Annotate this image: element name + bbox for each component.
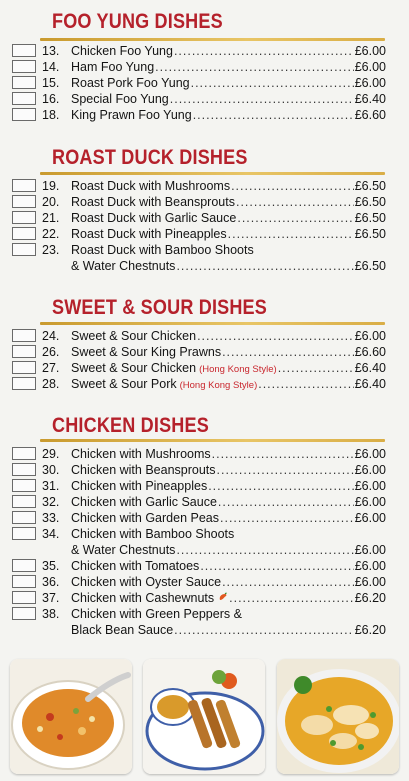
- leader-dots: [191, 75, 354, 91]
- item-price: £6.50: [354, 211, 386, 225]
- menu-item: [0, 360, 409, 376]
- leader-dots: [197, 328, 354, 344]
- order-checkbox[interactable]: [12, 447, 36, 460]
- menu-item: [0, 558, 409, 574]
- item-price: £6.00: [354, 463, 386, 477]
- item-price: £6.00: [354, 479, 386, 493]
- leader-dots: [231, 178, 354, 194]
- section-divider: [40, 322, 385, 325]
- item-number: 23.: [42, 243, 60, 257]
- leader-dots: [222, 344, 354, 360]
- item-number: 34.: [42, 527, 60, 541]
- item-name: Roast Duck with Bamboo Shoots: [71, 243, 254, 257]
- menu-item: [0, 59, 409, 75]
- item-number: 18.: [42, 108, 60, 122]
- item-number: 33.: [42, 511, 60, 525]
- menu-item: [0, 91, 409, 107]
- section-divider: [40, 38, 385, 41]
- menu-item: [0, 446, 409, 462]
- leader-dots: [218, 494, 354, 510]
- order-checkbox[interactable]: [12, 211, 36, 224]
- leader-dots: [217, 462, 354, 478]
- menu-item: [0, 344, 409, 360]
- leader-dots: [258, 376, 353, 392]
- menu-item: [0, 43, 409, 59]
- item-number: 27.: [42, 361, 60, 375]
- order-checkbox[interactable]: [12, 495, 36, 508]
- item-number: 21.: [42, 211, 60, 225]
- leader-dots: [200, 558, 353, 574]
- leader-dots: [212, 446, 354, 462]
- leader-dots: [176, 258, 353, 274]
- item-name: Sweet & Sour Chicken: [71, 361, 197, 375]
- item-number: 29.: [42, 447, 60, 461]
- item-name: Sweet & Sour Pork: [71, 377, 177, 391]
- leader-dots: [228, 226, 354, 242]
- item-name: Chicken with Green Peppers &: [71, 607, 242, 621]
- item-number: 14.: [42, 60, 60, 74]
- order-checkbox[interactable]: [12, 575, 36, 588]
- item-number: 13.: [42, 44, 60, 58]
- order-checkbox[interactable]: [12, 361, 36, 374]
- item-number: 24.: [42, 329, 60, 343]
- item-number: 26.: [42, 345, 60, 359]
- style-note: (Hong Kong Style): [179, 380, 258, 391]
- item-number: 35.: [42, 559, 60, 573]
- item-price: £6.50: [354, 259, 386, 273]
- item-price: £6.40: [354, 361, 386, 375]
- item-price: £6.00: [354, 44, 386, 58]
- item-name: King Prawn Foo Yung: [71, 108, 192, 122]
- menu-item: [0, 376, 409, 392]
- order-checkbox[interactable]: [12, 195, 36, 208]
- menu-item: [0, 194, 409, 210]
- order-checkbox[interactable]: [12, 179, 36, 192]
- order-checkbox[interactable]: [12, 345, 36, 358]
- order-checkbox[interactable]: [12, 329, 36, 342]
- item-price: £6.00: [354, 543, 386, 557]
- item-price: £6.00: [354, 559, 386, 573]
- menu-item: [0, 478, 409, 494]
- item-name: Chicken with Garlic Sauce: [71, 495, 217, 509]
- order-checkbox[interactable]: [12, 559, 36, 572]
- item-price: £6.40: [354, 377, 386, 391]
- item-number: 37.: [42, 591, 60, 605]
- menu-item: [0, 178, 409, 194]
- item-price: £6.60: [354, 345, 386, 359]
- food-photo-strip: [10, 659, 399, 774]
- satay-skewers-photo-icon: [143, 659, 265, 774]
- order-checkbox[interactable]: [12, 463, 36, 476]
- item-price: £6.00: [354, 76, 386, 90]
- soup-photo-icon: [10, 659, 132, 774]
- item-name: Roast Duck with Pineapples: [71, 227, 227, 241]
- menu-item: [0, 328, 409, 344]
- item-number: 31.: [42, 479, 60, 493]
- leader-dots: [278, 360, 354, 376]
- leader-dots: [208, 478, 354, 494]
- item-name: Chicken with Oyster Sauce: [71, 575, 222, 589]
- menu-item: [0, 590, 409, 606]
- item-name: Chicken with Tomatoes: [71, 559, 200, 573]
- leader-dots: [174, 43, 354, 59]
- section-title: SWEET & SOUR DISHES: [52, 296, 267, 319]
- item-name: Chicken with Beansprouts: [71, 463, 216, 477]
- item-name-continued: & Water Chestnuts: [71, 543, 176, 557]
- item-price: £6.60: [354, 108, 386, 122]
- item-price: £6.50: [354, 195, 386, 209]
- leader-dots: [222, 574, 354, 590]
- section-chicken: [0, 414, 409, 644]
- chili-pepper-icon: [218, 590, 228, 600]
- item-name: Chicken with Bamboo Shoots: [71, 527, 235, 541]
- item-number: 32.: [42, 495, 60, 509]
- leader-dots: [220, 510, 354, 526]
- item-number: 30.: [42, 463, 60, 477]
- item-price: £6.00: [354, 575, 386, 589]
- order-checkbox[interactable]: [12, 527, 36, 540]
- item-name: Roast Duck with Beansprouts: [71, 195, 235, 209]
- item-name: Chicken with Pineapples: [71, 479, 208, 493]
- style-note: (Hong Kong Style): [199, 364, 277, 375]
- section-sweet-sour: [0, 296, 409, 396]
- leader-dots: [229, 590, 354, 606]
- order-checkbox[interactable]: [12, 479, 36, 492]
- item-number: 19.: [42, 179, 60, 193]
- menu-item: [0, 574, 409, 590]
- item-name: Ham Foo Yung: [71, 60, 155, 74]
- menu-item: [0, 494, 409, 510]
- leader-dots: [174, 622, 354, 638]
- section-title: FOO YUNG DISHES: [52, 10, 223, 33]
- item-price: £6.40: [354, 92, 386, 106]
- item-price: £6.00: [354, 329, 386, 343]
- curry-photo-icon: [277, 659, 399, 774]
- item-price: £6.50: [354, 179, 386, 193]
- order-checkbox[interactable]: [12, 591, 36, 604]
- item-number: 36.: [42, 575, 60, 589]
- section-divider: [40, 172, 385, 175]
- item-price: £6.00: [354, 60, 386, 74]
- menu-item: [0, 226, 409, 242]
- order-checkbox[interactable]: [12, 76, 36, 89]
- section-roast-duck: [0, 146, 409, 276]
- order-checkbox[interactable]: [12, 227, 36, 240]
- leader-dots: [193, 107, 354, 123]
- order-checkbox[interactable]: [12, 108, 36, 121]
- item-price: £6.00: [354, 447, 386, 461]
- order-checkbox[interactable]: [12, 607, 36, 620]
- menu-item: [0, 510, 409, 526]
- menu-item: [0, 107, 409, 123]
- menu-item: [0, 210, 409, 226]
- menu-item: [0, 75, 409, 91]
- leader-dots: [236, 194, 354, 210]
- leader-dots: [155, 59, 354, 75]
- item-number: 28.: [42, 377, 60, 391]
- item-price: £6.50: [354, 227, 386, 241]
- order-checkbox[interactable]: [12, 243, 36, 256]
- item-name: Roast Duck with Garlic Sauce: [71, 211, 237, 225]
- item-name: Roast Duck with Mushrooms: [71, 179, 231, 193]
- item-number: 15.: [42, 76, 60, 90]
- order-checkbox[interactable]: [12, 60, 36, 73]
- item-name: Special Foo Yung: [71, 92, 169, 106]
- section-title: CHICKEN DISHES: [52, 414, 209, 437]
- section-title: ROAST DUCK DISHES: [52, 146, 248, 169]
- item-name: Chicken with Cashewnuts: [71, 591, 215, 605]
- item-name: Chicken with Mushrooms: [71, 447, 211, 461]
- item-name-continued: & Water Chestnuts: [71, 259, 176, 273]
- item-name-continued: Black Bean Sauce: [71, 623, 174, 637]
- item-name: Roast Pork Foo Yung: [71, 76, 190, 90]
- menu-item: [0, 242, 409, 274]
- item-price: £6.00: [354, 511, 386, 525]
- leader-dots: [176, 542, 353, 558]
- item-price: £6.20: [354, 623, 386, 637]
- item-price: £6.20: [354, 591, 386, 605]
- item-name: Sweet & Sour King Prawns: [71, 345, 222, 359]
- menu-item: [0, 606, 409, 638]
- item-number: 16.: [42, 92, 60, 106]
- order-checkbox[interactable]: [12, 44, 36, 57]
- leader-dots: [237, 210, 353, 226]
- item-price: £6.00: [354, 495, 386, 509]
- item-name: Sweet & Sour Chicken: [71, 329, 197, 343]
- menu-item: [0, 526, 409, 558]
- menu-item: [0, 462, 409, 478]
- item-number: 38.: [42, 607, 60, 621]
- order-checkbox[interactable]: [12, 92, 36, 105]
- section-foo-yung: [0, 10, 409, 125]
- leader-dots: [170, 91, 354, 107]
- section-divider: [40, 439, 385, 442]
- item-name: Chicken Foo Yung: [71, 44, 173, 58]
- item-number: 22.: [42, 227, 60, 241]
- order-checkbox[interactable]: [12, 511, 36, 524]
- order-checkbox[interactable]: [12, 377, 36, 390]
- item-name: Chicken with Garden Peas: [71, 511, 219, 525]
- item-number: 20.: [42, 195, 60, 209]
